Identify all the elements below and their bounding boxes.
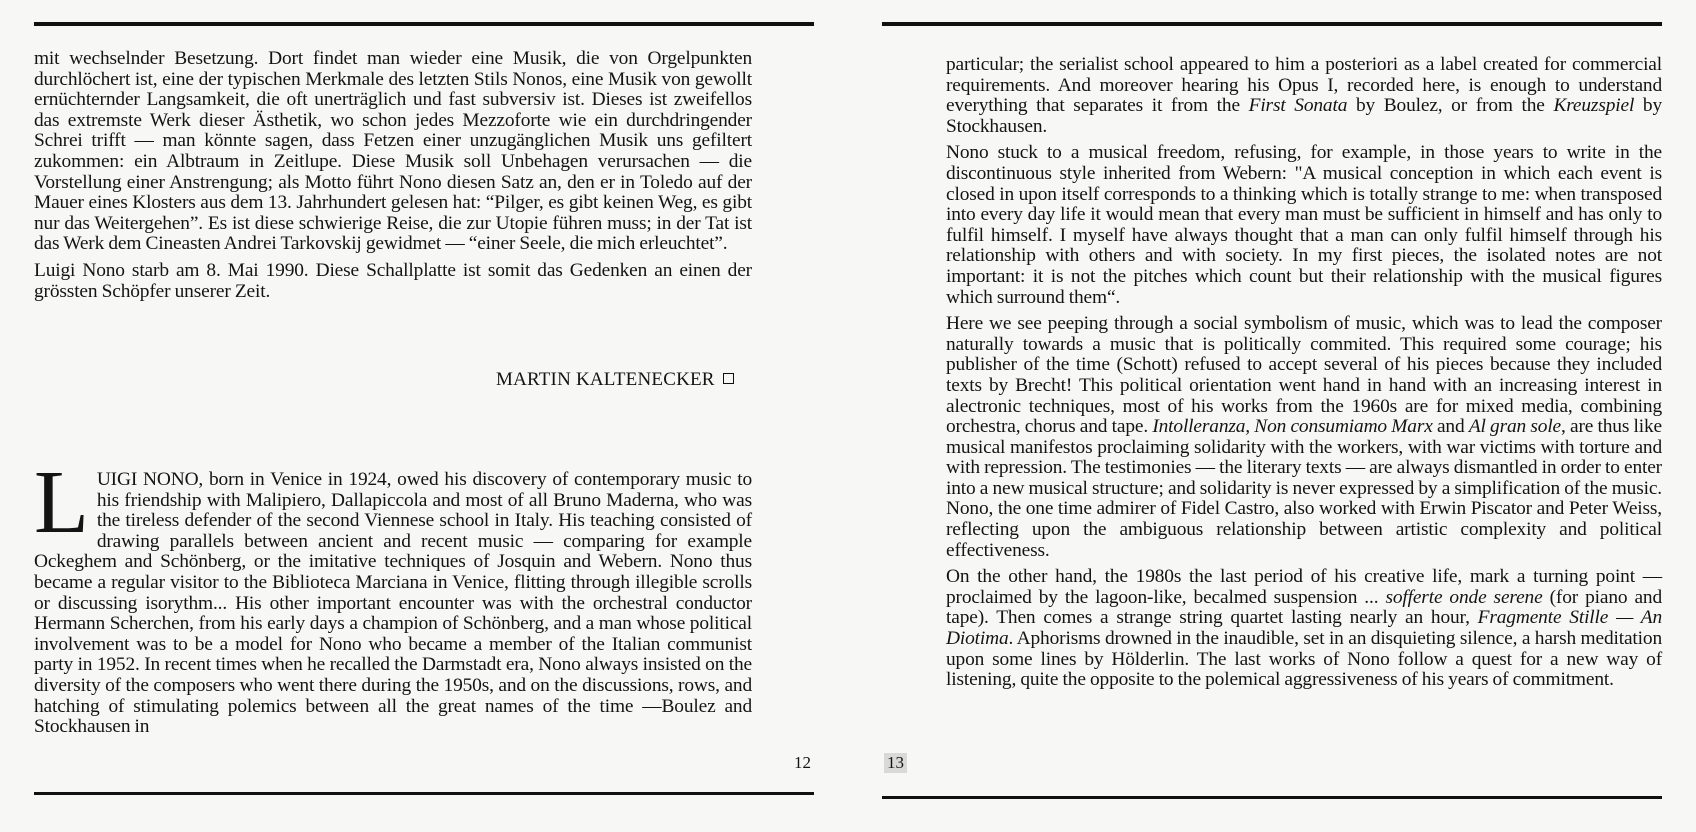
end-mark-icon [723,373,734,384]
english-paragraph-1: UIGI NONO, born in Venice in 1924, owed his discovery of contemporary music to his friendship with Malipiero, Dallapiccola and most of all Bruno Maderna, who was the tireless defender of the second Viennese school in Italy. His teaching consisted of drawing parallels between ancient and recent music — comparing for example Ockeghem and Schönberg, or the imitative techniques of Josquin and Webern. Nono thus became a regular visitor to the Biblioteca Marciana in Venice, flitting through illegible scrolls or discussing isorythm... His other important encounter was with the orchestral conductor Hermann Scherchen, from his early days a champion of Schönberg, and a man whose political involvement was to be a model for Nono who became a member of the Italian communist party in 1952. In recent times when he recalled the Darmstadt era, Nono always insisted on the diversity of the composers who went there during the 1950s, and on the discussions, rows, and hatching of stimulating polemics between all the great names of the time —Boulez and Stockhausen in [34,469,752,738]
top-rule-right [882,22,1662,26]
drop-cap: L [34,453,89,552]
bottom-rule-left [34,792,814,795]
work-title: Fragmente Stille — An Diotima [946,607,1662,650]
right-page [848,0,1696,832]
work-title: First Sonata [1248,95,1348,117]
english-intro-text [34,453,752,744]
signature-name: MARTIN KALTENECKER [496,369,715,390]
german-paragraph-1: mit wechselnder Besetzung. Dort findet man wieder eine Musik, die von Orgelpunkten durchlöchert ist, eine der typischen Merkmale des letzten Stils Nonos, eine Musik von gewollt ernüchternder Langsamkeit, die oft unerträglich und fast subversiv ist. Dieses ist zweifellos das extremste Werk dieser Ästhetik, wo schon jedes Mezzoforte wie ein durchdringender Schrei trifft — man könnte sagen, dass Fetzen einer unzugänglichen Musik uns gefiltert zukommen: ein Albtraum in Zeitlupe. Diese Musik soll Unbehagen verursachen — die Vorstellung einer Anstrengung; als Motto führt Nono diesen Satz an, den er in Toledo auf der Mauer eines Klosters aus dem 13. Jahrhundert gelesen hat: “Pilger, es gibt keinen Weg, es gibt nur das Weitergehen”. Es ist diese schwierige Reise, die zur Utopie führen muss; in der Tat ist das Werk dem Cineasten Andrei Tarkovskij gewidmet — “einer Seele, die mich erleuchtet”. [34,48,752,255]
page-number-13: 13 [884,753,907,773]
author-signature [496,369,734,391]
page-number-12: 12 [794,753,811,772]
work-title: sofferte onde serene [1385,586,1543,608]
german-paragraph-2: Luigi Nono starb am 8. Mai 1990. Diese Schallplatte ist somit das Gedenken an einen der grössten Schöpfer unserer Zeit. [34,259,752,302]
top-rule-left [34,22,814,26]
english-text-continued [946,55,1662,697]
work-title: Kreuzspiel [1553,95,1635,117]
work-title: Al gran sole [1468,416,1562,438]
german-text [34,49,752,308]
english-paragraph-5: On the other hand, the 1980s the last period of his creative life, mark a turning point — proclaimed by the lagoon-like, becalmed suspension ... sofferte onde serene (for piano and tape). Then comes a strange string quartet lasting nearly an hour, Fragmente Stille — An Diotima. Aphorisms drowned in the inaudible, set in an disquieting silence, a harsh meditation upon some lines by Hölderlin. The last works of Nono follow a quest for a new way of listening, quite the opposite to the polemical aggressiveness of his years of commitment. [946,566,1662,691]
english-paragraph-3: Nono stuck to a musical freedom, refusing, for example, in those years to write in the discontinuous style inherited from Webern: "A musical conception in which each event is closed in upon itself corresponds to a thinking which is totally strange to me: when transposed into every day life it would mean that every man must be sufficient in himself and has only to fulfil himself. I myself have always thought that a man can only fulfil himself through his relationship with others and with society. In my first pieces, the isolated notes are not important: it is not the pitches which count but their relationship with the musical figures which surround them“. [946,142,1662,308]
english-paragraph-2: particular; the serialist school appeared to him a posteriori as a label created for commercial requirements. And moreover hearing his Opus I, recorded here, is enough to understand everything that separates it from the First Sonata by Boulez, or from the Kreuzspiel by Stockhausen. [946,54,1662,137]
work-title: Intolleranza, Non consumiamo Marx [1152,416,1433,438]
bottom-rule-right [882,796,1662,799]
english-paragraph-4: Here we see peeping through a social symbolism of music, which was to lead the composer naturally towards a music that is politically commited. This required some courage; his publisher of the time (Schott) refused to accept several of his pieces because they included texts by Brecht! This political orientation went hand in hand with an increasing interest in alectronic techniques, most of his works from the 1960s are for mixed media, combining orchestra, chorus and tape. Intolleranza, Non consumiamo Marx and Al gran sole, are thus like musical manifestos proclaiming solidarity with the workers, with war victims with torture and with repression. The testimonies — the literary texts — are always dismantled in order to enter into a new musical structure; and solidarity is never expressed by a simplification of the music. Nono, the one time admirer of Fidel Castro, also worked with Erwin Piscator and Peter Weiss, reflecting upon the ambiguous relationship between artistic complexity and political effectiveness. [946,313,1663,561]
